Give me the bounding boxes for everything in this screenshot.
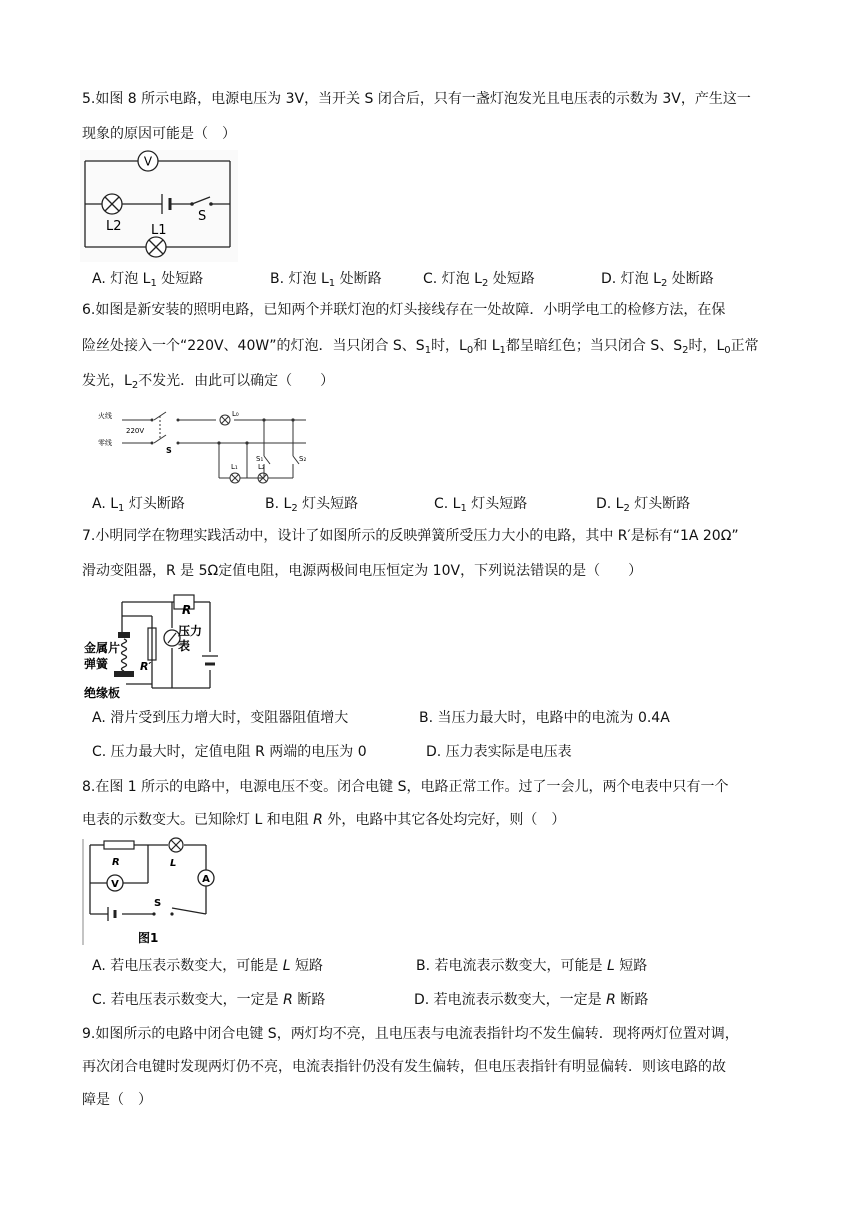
q8-stem-line2: 电表的示数变大。已知除灯 L 和电阻 R 外，电路中其它各处均完好，则（ ） — [82, 812, 566, 828]
q7-label-rprime: R′ — [140, 660, 152, 673]
q8-battery-icon — [108, 907, 115, 921]
q9-stem-line3: 障是（ ） — [82, 1092, 152, 1108]
q8-option-c[interactable]: C. 若电压表示数变大，一定是 R 断路 — [92, 992, 326, 1008]
q8-figure-caption: 图1 — [138, 931, 159, 945]
q6-label-neutral: 零线 — [98, 439, 112, 447]
q6-stem-line1: 6.如图是新安装的照明电路，已知两个并联灯泡的灯头接线存在一处故障．小明学电工的检修方法，在保 — [82, 302, 726, 318]
q8-option-a[interactable]: A. 若电压表示数变大，可能是 L 短路 — [92, 958, 323, 974]
q5-voltmeter-icon — [138, 151, 158, 171]
q5-lamp-l1-icon — [146, 237, 166, 257]
q7-label-gauge1: 压力 — [178, 624, 203, 638]
q5-label-s: S — [198, 209, 207, 224]
q7-label-r: R — [182, 603, 192, 617]
q6-label-s: S — [166, 446, 172, 455]
q6-label-s1: S₁ — [256, 455, 264, 463]
q9-stem-line1: 9.如图所示的电路中闭合电键 S，两灯均不亮，且电压表与电流表指针均不发生偏转．现将两灯位置对调， — [82, 1026, 739, 1042]
q6-option-d[interactable]: D. $L_2$ 灯头断路 — [596, 496, 691, 514]
q6-option-c[interactable]: C. $L_1$ 灯头短路 — [434, 496, 528, 514]
q6-label-l2: L₂ — [258, 463, 265, 471]
q5-circuit-diagram — [80, 150, 238, 262]
q8-voltmeter-icon — [107, 875, 123, 891]
q6-option-a[interactable]: A. $L_1$ 灯头断路 — [92, 496, 185, 514]
q7-circuit-diagram — [84, 590, 220, 702]
q7-label-gauge2: 表 — [178, 639, 191, 653]
q7-option-a[interactable]: A. 滑片受到压力增大时，变阻器阻值增大 — [92, 710, 349, 726]
q8-ammeter-icon — [198, 870, 214, 886]
q6-label-l0: L₀ — [232, 410, 239, 418]
q5-label-l1: L1 — [151, 223, 167, 238]
q5-option-c[interactable]: C. 灯泡 $L_2$ 处短路 — [423, 271, 535, 289]
q7-option-d[interactable]: D. 压力表实际是电压表 — [426, 744, 572, 760]
q5-lamp-l2-icon — [102, 194, 122, 214]
q7-stem-line1: 7.小明同学在物理实践活动中，设计了如图所示的反映弹簧所受压力大小的电路，其中 R′是标有“1A 20Ω” — [82, 528, 739, 544]
q6-stem-line2: 险丝处接入一个“220V、40W”的灯泡．当只闭合 S、$S_1$时，$L_0$和 $L_1$都呈暗红色；当只闭合 S、$S_2$时，$L_0$正常 — [82, 338, 759, 356]
q8-label-r: R — [112, 857, 120, 868]
q7-label-insulator: 绝缘板 — [84, 686, 121, 700]
q8-switch-icon — [152, 912, 173, 915]
q8-label-l: L — [170, 858, 177, 869]
q5-option-d[interactable]: D. 灯泡 $L_2$ 处断路 — [601, 271, 714, 289]
q6-stem-line3: 发光，$L_2$不发光．由此可以确定（ ） — [82, 373, 335, 391]
svg-text:V: V — [111, 879, 119, 890]
q7-option-b[interactable]: B. 当压力最大时，电路中的电流为 0.4A — [419, 710, 670, 726]
q8-option-b[interactable]: B. 若电流表示数变大，可能是 L 短路 — [416, 958, 648, 974]
q8-label-s: S — [154, 898, 162, 909]
q9-stem-line2: 再次闭合电键时发现两灯仍不亮，电流表指针仍没有发生偏转，但电压表指针有明显偏转．则该电路的故 — [82, 1059, 726, 1075]
q5-stem-line1: 5.如图 8 所示电路，电源电压为 3V，当开关 S 闭合后，只有一盏灯泡发光且电压表的示数为 3V，产生这一 — [82, 91, 751, 107]
q8-lamp-l-icon — [169, 838, 183, 852]
q5-option-b[interactable]: B. 灯泡 $L_1$ 处断路 — [270, 271, 382, 289]
q8-stem-line1: 8.在图 1 所示的电路中，电源电压不变。闭合电键 S，电路正常工作。过了一会儿，两个电表中只有一个 — [82, 779, 729, 795]
q5-stem-line2: 现象的原因可能是（ ） — [82, 126, 236, 142]
q6-label-l1: L₁ — [231, 463, 238, 471]
svg-text:V: V — [143, 154, 153, 169]
q7-label-metal2: 弹簧 — [84, 657, 109, 671]
q5-option-a[interactable]: A. 灯泡 $L_1$ 处短路 — [92, 271, 204, 289]
q8-circuit-diagram — [82, 835, 218, 948]
svg-text:A: A — [202, 874, 210, 885]
q7-stem-line2: 滑动变阻器，R 是 5Ω定值电阻，电源两极间电压恒定为 10V，下列说法错误的是（ ） — [82, 563, 643, 579]
q7-battery-icon — [202, 656, 218, 664]
q6-lamp-l1-icon — [230, 473, 240, 483]
q6-circuit-diagram — [94, 406, 314, 486]
q6-option-b[interactable]: B. $L_2$ 灯头短路 — [265, 496, 359, 514]
q8-option-d[interactable]: D. 若电流表示数变大，一定是 R 断路 — [414, 992, 649, 1008]
q6-label-220v: 220V — [126, 427, 145, 435]
q6-label-live: 火线 — [98, 412, 112, 420]
q7-option-c[interactable]: C. 压力最大时，定值电阻 R 两端的电压为 0 — [92, 744, 367, 760]
q6-lamp-l0-icon — [220, 415, 230, 425]
q6-label-s2: S₂ — [299, 455, 307, 463]
q5-label-l2: L2 — [106, 219, 122, 234]
q7-label-metal1: 金属片 — [84, 641, 121, 655]
